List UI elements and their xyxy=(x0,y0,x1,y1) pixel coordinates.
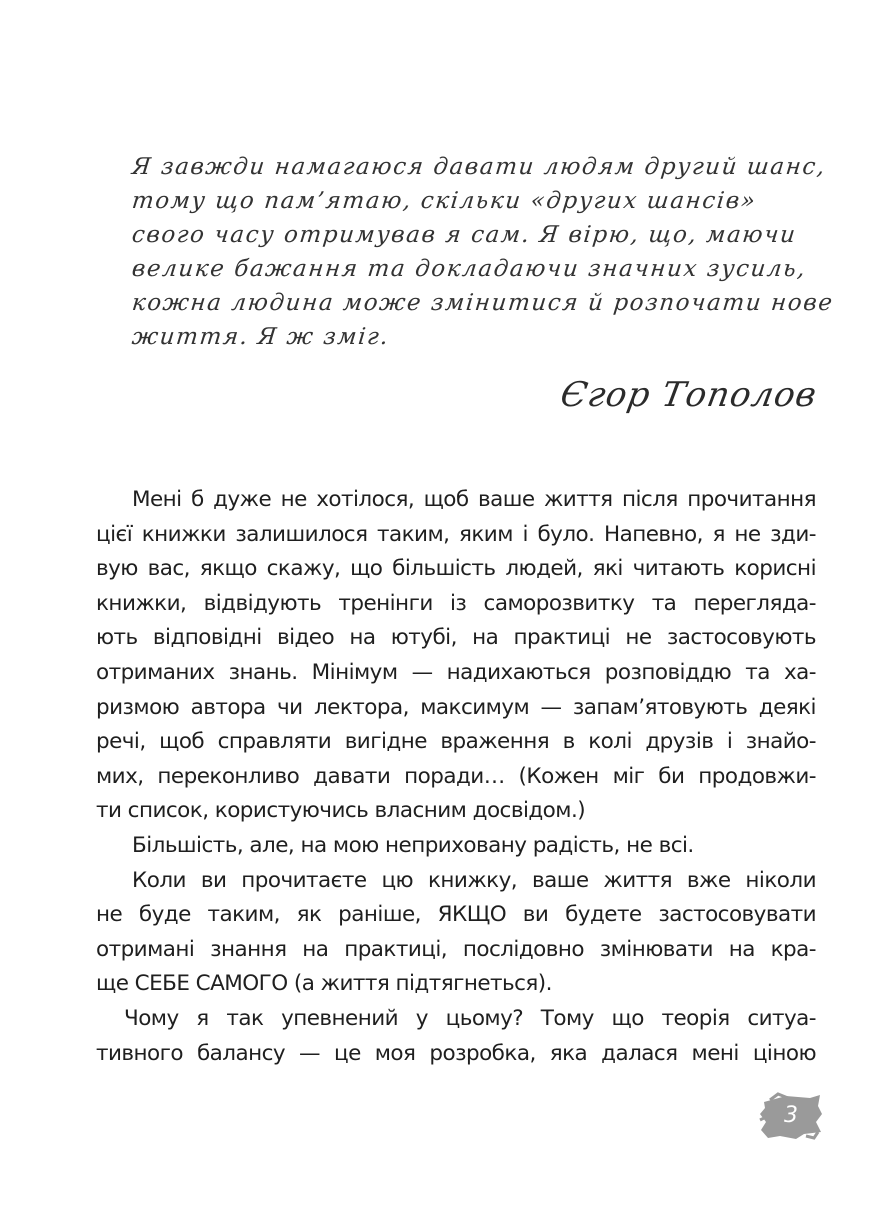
body-line: Більшість, але, на мою неприховану радість, не всі. xyxy=(132,832,694,858)
body-line: Коли ви прочитаєте цю книжку, ваше життя вже ніколи xyxy=(132,867,816,893)
body-line: книжки, відвідують тренінги із саморозвитку та переглядa- xyxy=(96,590,816,616)
epigraph-line: життя. Я ж зміг. xyxy=(130,324,391,350)
body-text xyxy=(96,483,816,1071)
epigraph-author-signature: Єгор Тополов xyxy=(557,375,821,415)
body-line: ють відповідні відео на ютубі, на практиці не застосовують xyxy=(96,625,816,651)
epigraph-line: свого часу отримував я сам. Я вірю, що, маючи xyxy=(130,222,798,248)
page-number-badge xyxy=(758,1092,824,1140)
body-line: ти список, користуючись власним досвідом.) xyxy=(96,798,586,824)
body-line: отримані знання на практиці, послідовно змінювати на кра- xyxy=(96,936,816,962)
body-line: Чому я так упевнений у цьому? Тому що теорія ситуа- xyxy=(124,1005,816,1031)
epigraph-line: Я завжди намагаюся давати людям другий шанс, xyxy=(130,154,828,180)
epigraph-line: кожна людина може змінитися й розпочати нове xyxy=(130,290,835,316)
epigraph-line: тому що пам’ятаю, скільки «других шансів» xyxy=(130,188,758,214)
body-line: Мені б дуже не хотілося, щоб ваше життя після прочитання xyxy=(132,487,816,512)
epigraph-quote xyxy=(130,150,835,354)
body-line: речі, щоб справляти вигідне враження в колі друзів і знайо- xyxy=(96,729,816,755)
page-number: 3 xyxy=(784,1103,798,1128)
epigraph-line: велике бажання та докладаючи значних зусиль, xyxy=(130,256,808,282)
body-line: вую вас, якщо скажу, що більшість людей, які читають корисні xyxy=(96,556,816,582)
body-line: тивного балансу — це моя розробка, яка далася мені ціною xyxy=(96,1040,816,1066)
body-line: ризмою автора чи лектора, максимум — запам’ятовують деякі xyxy=(96,694,816,720)
body-line: мих, переконливо давати поради… (Кожен міг би продовжи- xyxy=(96,763,816,789)
body-line: отриманих знань. Мінімум — надихаються розповіддю та ха- xyxy=(96,659,816,685)
body-line: не буде таким, як раніше, ЯКЩО ви будете застосовувати xyxy=(96,902,816,928)
body-line: цієї книжки залишилося таким, яким і було. Напевно, я не зди- xyxy=(96,521,816,547)
body-line: ще СЕБЕ САМОГО (а життя підтягнеться). xyxy=(96,971,552,997)
